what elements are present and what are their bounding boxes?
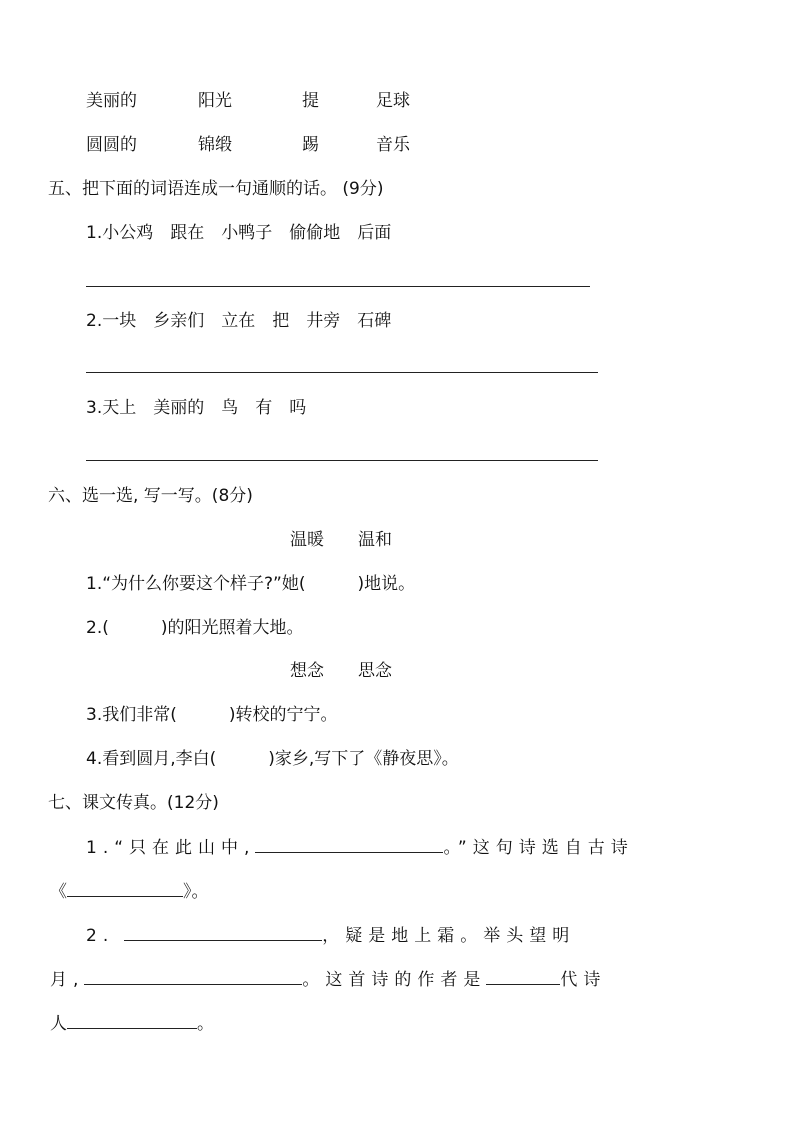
section5-item-3: 3.天上 美丽的 鸟 有 吗 [86, 398, 307, 418]
match-word: 美丽的 [86, 91, 137, 111]
poet-name-blank[interactable] [67, 1012, 197, 1029]
q1-poem-source: 。”这句诗选自古诗 [443, 838, 634, 858]
q1-poem-start: 1.“只在此山中, [86, 838, 256, 858]
word-choice-group-1: 温暖 温和 [290, 530, 392, 550]
match-word: 阳光 [198, 91, 232, 111]
match-word: 圆圆的 [86, 135, 137, 155]
q1-text-before: 1.“为什么你要这个样子?”她( [86, 574, 306, 594]
section6-q3 [86, 704, 338, 726]
section6-q4 [86, 748, 459, 770]
section7-q1-line2 [50, 880, 209, 903]
match-word: 踢 [302, 135, 319, 155]
section5-item-1: 1.小公鸡 跟在 小鸭子 偷偷地 后面 [86, 223, 392, 243]
q4-text-after: )家乡,写下了《静夜思》。 [268, 749, 459, 769]
q3-text-after: )转校的宁宁。 [228, 705, 338, 725]
q3-text-before: 3.我们非常( [86, 705, 177, 725]
answer-line-2[interactable] [86, 372, 598, 373]
match-word: 音乐 [376, 135, 410, 155]
answer-line-1[interactable] [86, 286, 590, 287]
section6-q1 [86, 573, 415, 595]
section7-q2-line2 [50, 968, 606, 991]
poem-title-blank[interactable] [67, 880, 183, 897]
section7-q2-line1 [86, 924, 575, 947]
q2-number: 2. [86, 926, 115, 946]
q2-poem-cont: 月, [50, 970, 85, 990]
section6-title: 六、选一选, 写一写。(8分) [48, 486, 253, 506]
q2-author-prompt: 。这首诗的作者是 [302, 970, 487, 990]
word-choice-group-2: 想念 思念 [290, 661, 392, 681]
match-word: 锦缎 [198, 135, 232, 155]
section6-q2 [86, 617, 304, 639]
section7-title: 七、课文传真。(12分) [48, 793, 219, 813]
q2-end-mark: 。 [197, 1014, 214, 1034]
poem-blank-1[interactable] [255, 836, 443, 853]
section5-item-2: 2.一块 乡亲们 立在 把 井旁 石碑 [86, 311, 392, 331]
q4-text-before: 4.看到圆月,李白( [86, 749, 217, 769]
q2-poet-label-end: 人 [50, 1014, 67, 1034]
book-title-open: 《 [50, 882, 67, 902]
q2-text-before: 2.( [86, 618, 109, 638]
answer-line-3[interactable] [86, 460, 598, 461]
poem-blank-2[interactable] [124, 924, 322, 941]
section7-q1-line1 [86, 836, 634, 859]
poem-blank-3[interactable] [84, 968, 302, 985]
section7-q2-line3 [50, 1012, 214, 1035]
match-word: 足球 [376, 91, 410, 111]
book-title-close: 》。 [183, 882, 209, 902]
q2-poet-label: 代诗 [560, 970, 607, 990]
q2-text-after: )的阳光照着大地。 [160, 618, 304, 638]
q1-text-after: )地说。 [357, 574, 416, 594]
match-word: 提 [302, 91, 319, 111]
dynasty-blank[interactable] [486, 968, 560, 985]
section5-title: 五、把下面的词语连成一句通顺的话。 (9分) [48, 179, 384, 199]
q2-poem-mid: ，疑是地上霜。举头望明 [322, 926, 576, 946]
